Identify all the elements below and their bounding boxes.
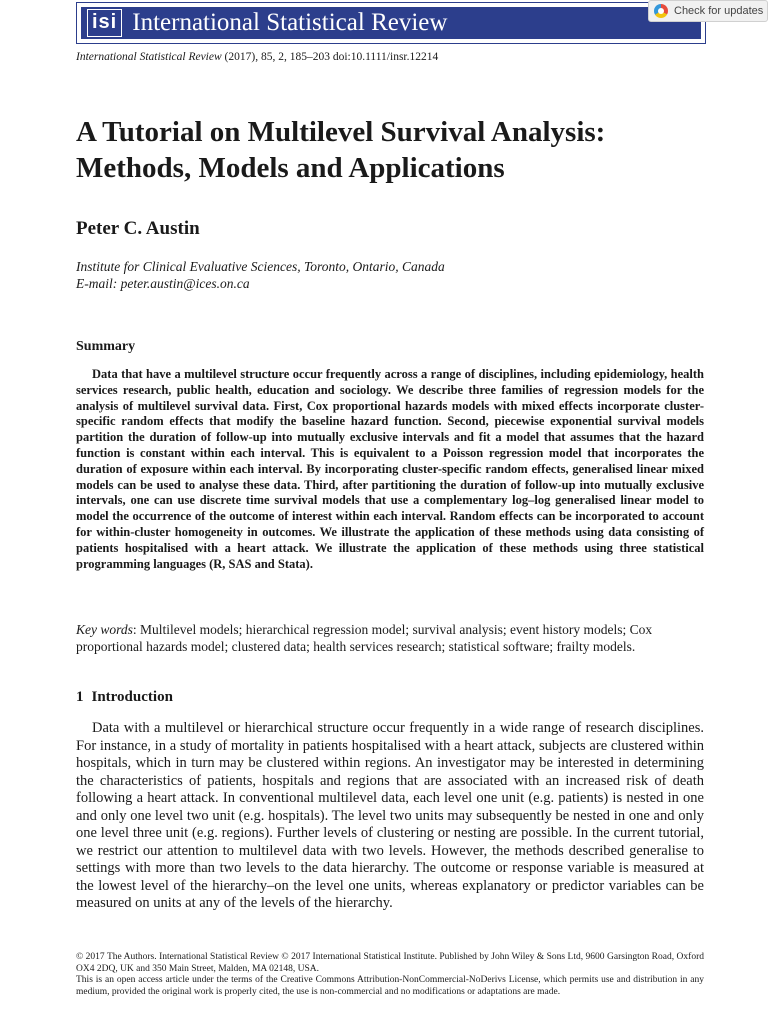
affiliation-block (76, 258, 445, 292)
check-for-updates-button[interactable] (648, 0, 768, 22)
copyright-notice: © 2017 The Authors. International Statistical Review © 2017 International Statistical Institute. Published by John Wiley & Sons Ltd, 9600 Garsington Road, Oxford OX4 2DQ, UK and 350 Main Street, Malden, MA 02148, USA. (76, 952, 704, 974)
section-title: Introduction (91, 689, 173, 705)
keywords-label: Key words (76, 622, 133, 637)
affiliation: Institute for Clinical Evaluative Sciences, Toronto, Ontario, Canada (76, 259, 445, 274)
citation-journal: International Statistical Review (76, 51, 222, 63)
citation-line (76, 51, 438, 63)
paper-title: A Tutorial on Multilevel Survival Analysis: Methods, Models and Applications (76, 116, 606, 184)
author-email[interactable]: E-mail: peter.austin@ices.on.ca (76, 276, 250, 291)
journal-name: International Statistical Review (132, 9, 448, 36)
license-notice: This is an open access article under the terms of the Creative Commons Attribution-NonCommercial-NoDerivs License, which permits use and distribution in any medium, provided the original work is properly cited, the use is non-commercial and no modifications or adaptations are made. (76, 975, 704, 997)
citation-details: (2017), 85, 2, 185–203 doi:10.1111/insr.12214 (221, 51, 439, 63)
journal-banner (76, 2, 706, 44)
author-name: Peter C. Austin (76, 218, 200, 239)
crossmark-icon (654, 4, 668, 18)
keywords-text: : Multilevel models; hierarchical regression model; survival analysis; event history models; Cox proportional hazards model; clustered data; health services research; statistical software; frailty models. (76, 622, 653, 654)
journal-banner-inner (81, 7, 701, 39)
footer-notes (76, 952, 704, 998)
section-heading-introduction (76, 689, 173, 706)
summary-heading: Summary (76, 339, 136, 354)
introduction-paragraph: Data with a multilevel or hierarchical structure occur frequently in a wide range of research disciplines. For instance, in a study of mortality in patients hospitalised with a heart attack, subjects are clustered within hospitals, which in turn may be clustered within regions. An investigator may be interested in determining the characteristics of patients, hospitals and regions that are associated with an increased risk of death following a heart attack. In conventional multilevel data, each level one unit (e.g. patients) is nested in one and only one level two unit (e.g. hospitals). The level two units may subsequently be nested in one and only one level three unit (e.g. regions). Further levels of clustering or nesting are possible. In the current tutorial, we restrict our attention to multilevel data with two levels. However, the methods described generalise to settings with more than two levels to the data hierarchy. The outcome or response variable is measured at the lowest level of the hierarchy–on the level one units, whereas explanatory or predictor variables can be measured on units at any of the levels of the hierarchy. (76, 720, 704, 911)
keywords (76, 622, 704, 655)
summary-text: Data that have a multilevel structure occur frequently across a range of disciplines, including epidemiology, health services research, public health, education and sociology. We describe three families of regression models for the analysis of multilevel survival data. First, Cox proportional hazards models with mixed effects incorporate cluster-specific random effects that modify the baseline hazard function. Second, piecewise exponential survival models partition the duration of follow-up into mutually exclusive intervals and fit a model that assumes that the hazard function is constant within each interval. This is equivalent to a Poisson regression model that incorporates the duration of exposure within each interval. By incorporating cluster-specific random effects, generalised linear mixed models can be used to analyse these data. Third, after partitioning the duration of follow-up into mutually exclusive intervals, one can use discrete time survival models that use a complementary log–log generalised linear model to model the occurrence of the outcome of interest within each interval. Random effects can be incorporated to account for within-cluster homogeneity in outcomes. We illustrate the application of these methods using data consisting of patients hospitalised with a heart attack. We illustrate the application of these methods using three statistical programming languages (R, SAS and Stata). (76, 367, 704, 571)
section-number: 1 (76, 689, 84, 705)
check-for-updates-label: Check for updates (674, 5, 764, 17)
isi-logo: isi (87, 9, 122, 37)
